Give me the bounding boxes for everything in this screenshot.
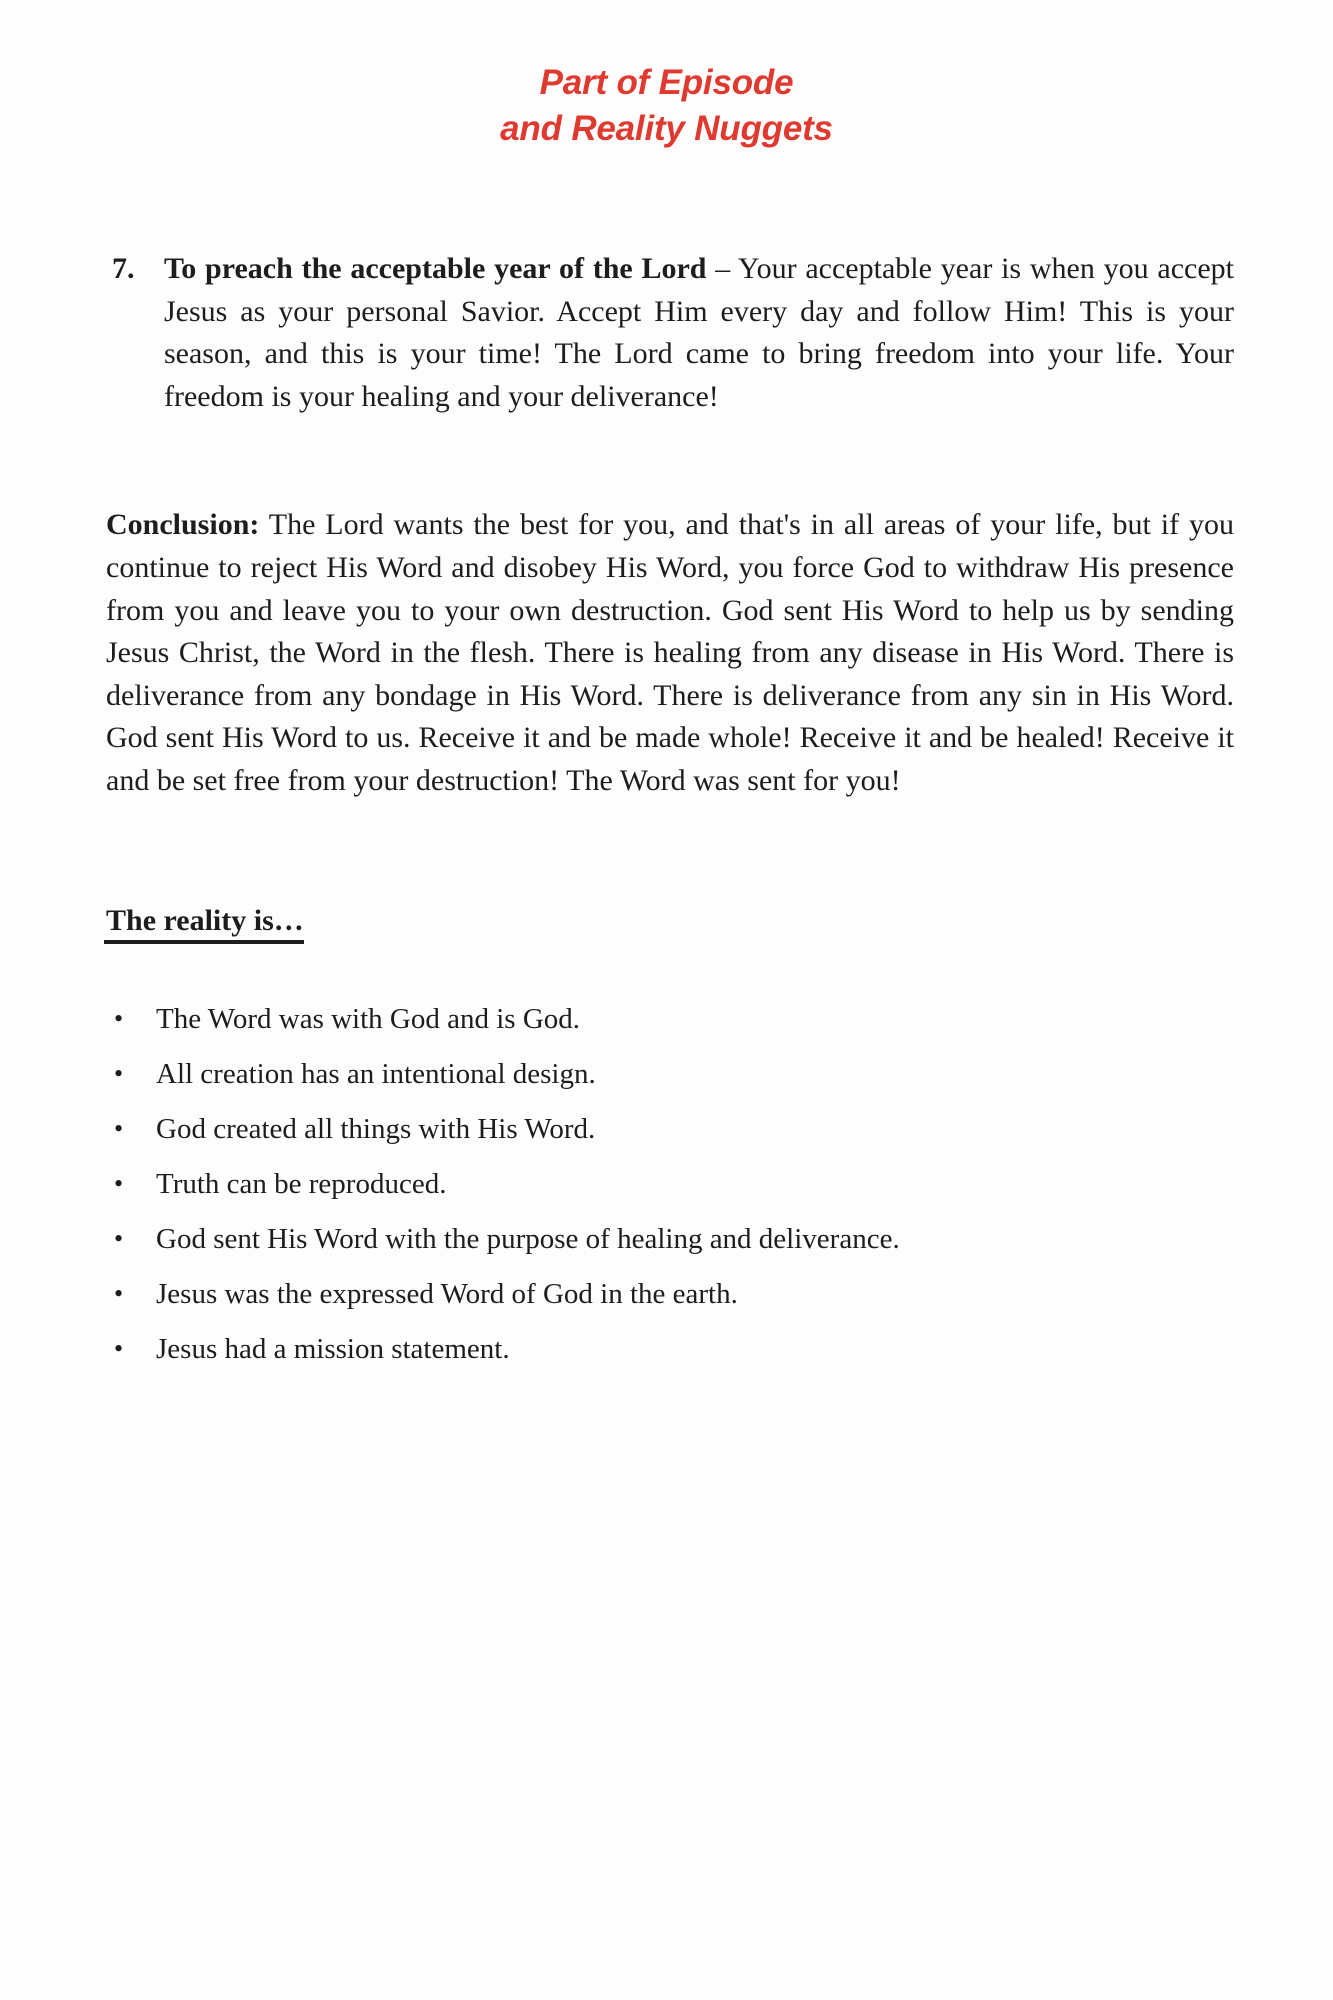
list-item-label: All creation has an intentional design. bbox=[156, 1057, 596, 1090]
conclusion-text: The Lord wants the best for you, and that's in all areas of your life, but if you continue to reject His Word and disobey His Word, you force God to withdraw His presence from you and leave you to your own destruction. God sent His Word to help us by sending Jesus Christ, the Word in the flesh. There is healing from any disease in His Word. There is deliverance from any bondage in His Word. There is deliverance from any sin in His Word. God sent His Word to us. Receive it and be made whole! Receive it and be healed! Receive it and be set free from your destruction! The Word was sent for you! bbox=[106, 508, 1234, 797]
conclusion-label: Conclusion: bbox=[106, 508, 260, 542]
list-item-label: Jesus was the expressed Word of God in the earth. bbox=[156, 1278, 738, 1311]
numbered-list-item-7 bbox=[104, 248, 1234, 418]
section-heading-wrap bbox=[104, 803, 1234, 944]
reality-bullet-list bbox=[104, 998, 1234, 1371]
list-item bbox=[104, 1163, 1234, 1205]
list-item-label: God created all things with His Word. bbox=[156, 1112, 596, 1145]
list-item bbox=[104, 1108, 1234, 1150]
bullet-icon: • bbox=[114, 1058, 124, 1088]
list-item-lead: To preach the acceptable year of the Lord bbox=[164, 252, 707, 285]
section-heading-reality: The reality is… bbox=[104, 903, 304, 944]
page-title bbox=[0, 0, 1333, 152]
list-item-number: 7. bbox=[112, 252, 135, 285]
list-item-rest: – Your acceptable year is when you accept Jesus as your personal Savior. Accept Him every day and follow Him! This is your season, and this is your time! The Lord came to bring freedom into your life. Your freedom is your healing and your deliverance! bbox=[164, 252, 1234, 413]
list-item bbox=[104, 1273, 1234, 1315]
document-body bbox=[104, 248, 1234, 1383]
bullet-icon: • bbox=[114, 1168, 124, 1198]
list-item bbox=[104, 1218, 1234, 1260]
list-item bbox=[104, 1328, 1234, 1370]
list-item bbox=[104, 1053, 1234, 1095]
list-item-label: Jesus had a mission statement. bbox=[156, 1333, 510, 1366]
bullet-icon: • bbox=[114, 1003, 124, 1033]
list-item-label: Truth can be reproduced. bbox=[156, 1167, 447, 1200]
page-title-line-2: and Reality Nuggets bbox=[500, 109, 833, 149]
conclusion-paragraph bbox=[104, 504, 1234, 802]
list-item-label: The Word was with God and is God. bbox=[156, 1002, 581, 1035]
bullet-icon: • bbox=[114, 1113, 124, 1143]
page-title-line-1: Part of Episode bbox=[539, 63, 794, 102]
list-item bbox=[104, 998, 1234, 1040]
list-item-text bbox=[164, 248, 1234, 418]
bullet-icon: • bbox=[114, 1223, 124, 1253]
bullet-icon: • bbox=[114, 1334, 124, 1364]
list-item-label: God sent His Word with the purpose of healing and deliverance. bbox=[156, 1222, 900, 1255]
bullet-icon: • bbox=[114, 1279, 124, 1309]
